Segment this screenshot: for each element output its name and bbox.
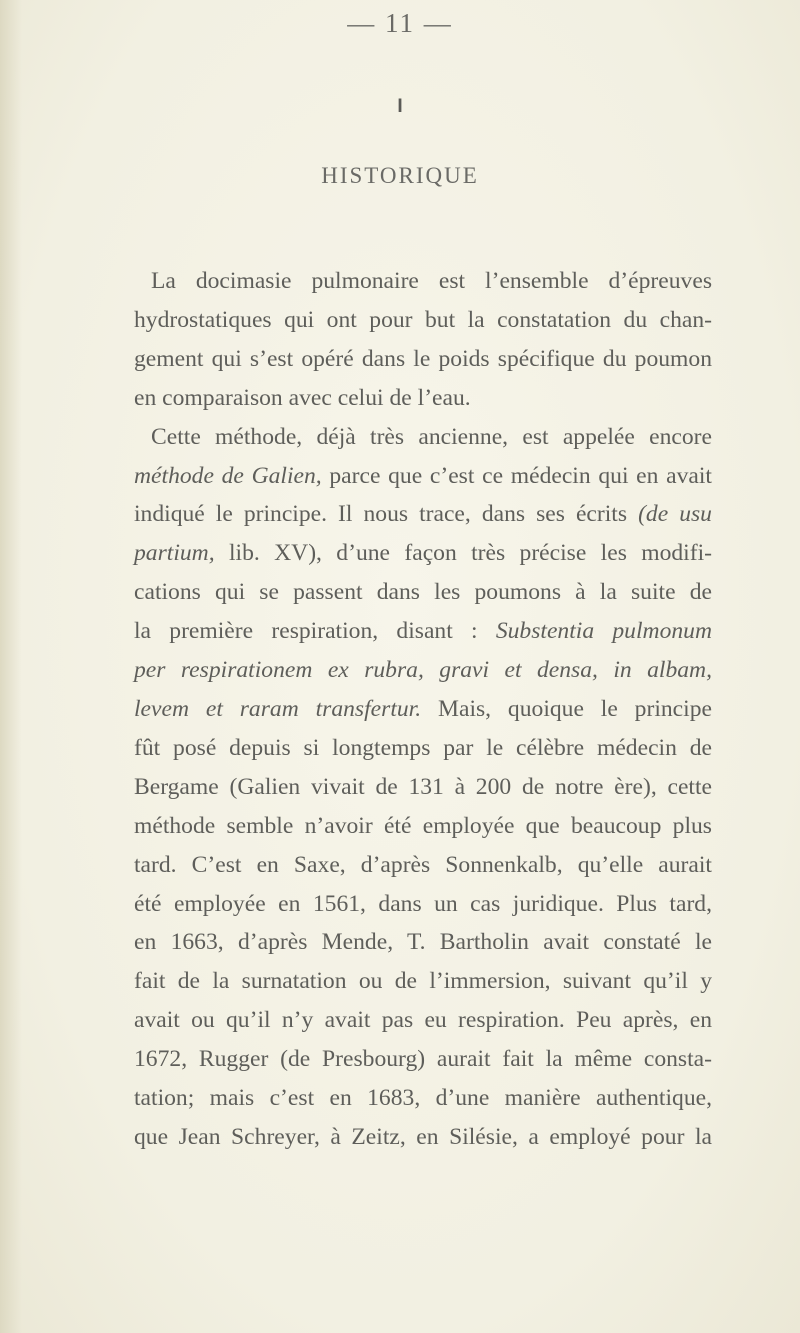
- italic-text: partium,: [134, 540, 215, 567]
- text-line: [134, 495, 712, 534]
- text-line: [134, 1040, 712, 1079]
- text-line: [134, 1079, 712, 1118]
- text-segment: avait ou qu’il n’y avait pas eu respiration. Peu après, en: [134, 1007, 712, 1034]
- text-line: [134, 457, 712, 496]
- text-line: [134, 534, 712, 573]
- text-line: [134, 262, 712, 301]
- text-line: [134, 651, 712, 690]
- text-segment: 1672, Rugger (de Presbourg) aurait fait la même consta-: [134, 1046, 712, 1073]
- text-segment: que Jean Schreyer, à Zeitz, en Silésie, a employé pour la: [134, 1123, 712, 1150]
- body-text: [134, 262, 712, 1157]
- text-line: [134, 690, 712, 729]
- text-line: [134, 729, 712, 768]
- text-segment: méthode semble n’avoir été employée que beaucoup plus: [134, 812, 712, 839]
- text-line: [134, 1001, 712, 1040]
- italic-text: per respirationem ex rubra, gravi et densa, in albam,: [134, 657, 712, 684]
- text-segment: fait de la surnatation ou de l’immersion, suivant qu’il y: [134, 968, 712, 995]
- italic-text: (de usu: [638, 501, 712, 528]
- text-segment: Bergame (Galien vivait de 131 à 200 de notre ère), cette: [134, 773, 712, 800]
- text-line: [134, 612, 712, 651]
- text-segment: Mais, quoique le principe: [421, 695, 712, 722]
- text-segment: la première respiration, disant :: [134, 618, 496, 645]
- text-segment: cations qui se passent dans les poumons à la suite de: [134, 579, 712, 606]
- text-segment: en 1663, d’après Mende, T. Bartholin avait constaté le: [134, 929, 712, 956]
- chapter-title: HISTORIQUE: [321, 163, 479, 188]
- text-line: [134, 379, 712, 418]
- page-edge-shadow: [0, 0, 22, 1333]
- text-segment: hydrostatiques qui ont pour but la constatation du chan-: [134, 306, 712, 333]
- text-line: [134, 962, 712, 1001]
- chapter-number: I: [397, 96, 403, 117]
- text-segment: tard. C’est en Saxe, d’après Sonnenkalb, qu’elle aurait: [134, 851, 712, 878]
- text-line: [134, 768, 712, 807]
- text-line: [134, 885, 712, 924]
- text-segment: Cette méthode, déjà très ancienne, est appelée encore: [151, 423, 712, 450]
- text-line: [134, 418, 712, 457]
- text-line: [134, 1118, 712, 1157]
- italic-text: méthode de Galien,: [134, 462, 322, 489]
- page-number: — 11 —: [347, 8, 453, 38]
- text-segment: tation; mais c’est en 1683, d’une manière authentique,: [134, 1085, 712, 1112]
- text-segment: lib. XV), d’une façon très précise les modifi-: [214, 540, 712, 567]
- text-line: [134, 846, 712, 885]
- text-segment: La docimasie pulmonaire est l’ensemble d’épreuves: [151, 268, 712, 294]
- text-line: [134, 923, 712, 962]
- text-line: [134, 301, 712, 340]
- text-line: [134, 807, 712, 846]
- text-line: [134, 340, 712, 379]
- text-segment: fût posé depuis si longtemps par le célèbre médecin de: [134, 734, 712, 761]
- text-segment: parce que c’est ce médecin qui en avait: [321, 462, 712, 489]
- italic-text: Substentia pulmonum: [495, 618, 712, 645]
- text-segment: gement qui s’est opéré dans le poids spécifique du poumon: [134, 345, 712, 372]
- text-line: [134, 573, 712, 612]
- text-segment: été employée en 1561, dans un cas juridique. Plus tard,: [134, 890, 712, 917]
- italic-text: levem et raram transfertur.: [134, 695, 422, 722]
- text-segment: en comparaison avec celui de l’eau.: [134, 384, 471, 411]
- text-segment: indiqué le principe. Il nous trace, dans ses écrits: [134, 501, 639, 528]
